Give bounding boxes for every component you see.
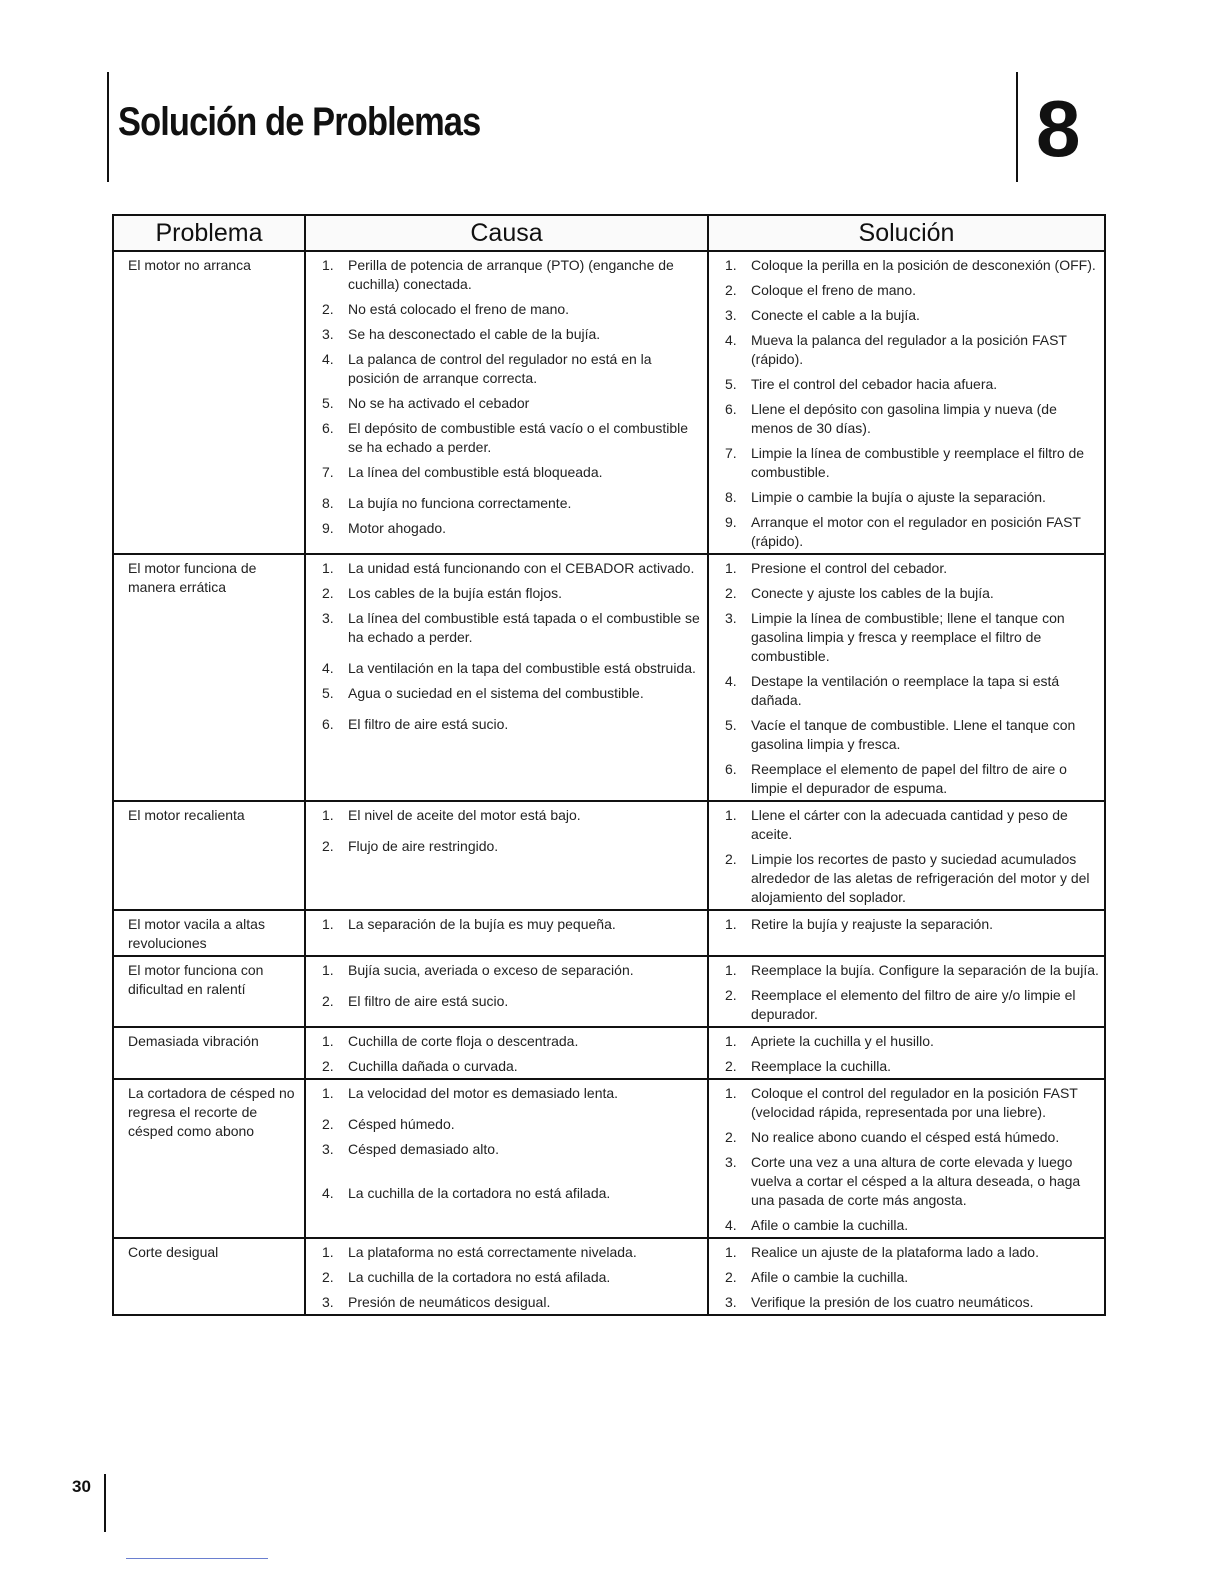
item-text: Reemplace la bujía. Configure la separación de la bujía. (751, 962, 1099, 978)
item-number: 2. (322, 585, 334, 601)
item-text: Presión de neumáticos desigual. (348, 1294, 551, 1310)
item-number: 4. (322, 351, 334, 367)
cause-item (322, 915, 701, 934)
item-text: El filtro de aire está sucio. (348, 716, 509, 732)
item-text: Verifique la presión de los cuatro neumáticos. (751, 1294, 1034, 1310)
cause-cell (305, 251, 708, 554)
chapter-number: 8 (1036, 84, 1081, 173)
item-text: Arranque el motor con el regulador en posición FAST (rápido). (751, 514, 1081, 549)
cause-item (322, 519, 701, 538)
item-number: 4. (322, 1185, 334, 1201)
item-text: Vacíe el tanque de combustible. Llene el tanque con gasolina limpia y fresca. (751, 717, 1076, 752)
item-number: 2. (322, 301, 334, 317)
solution-item (725, 850, 1100, 907)
item-number: 2. (322, 1058, 334, 1074)
item-number: 2. (322, 1269, 334, 1285)
solution-item (725, 672, 1100, 710)
cause-list (322, 1032, 701, 1076)
item-text: Se ha desconectado el cable de la bujía. (348, 326, 601, 342)
item-number: 1. (725, 560, 737, 576)
cause-list (322, 1243, 701, 1312)
cause-item (322, 394, 701, 413)
cause-item (322, 806, 701, 825)
solution-item (725, 559, 1100, 578)
item-text: Realice un ajuste de la plataforma lado a lado. (751, 1244, 1039, 1260)
item-number: 1. (322, 962, 334, 978)
item-text: Llene el depósito con gasolina limpia y nueva (de menos de 30 días). (751, 401, 1057, 436)
cause-item (322, 463, 701, 482)
solution-item (725, 400, 1100, 438)
item-text: Cuchilla de corte floja o descentrada. (348, 1033, 579, 1049)
solution-item (725, 1243, 1100, 1262)
solution-cell (708, 1027, 1105, 1079)
item-number: 2. (725, 987, 737, 1003)
solution-cell (708, 910, 1105, 956)
solution-item (725, 1268, 1100, 1287)
header-cause: Causa (305, 215, 708, 251)
cause-cell (305, 801, 708, 910)
item-text: Perilla de potencia de arranque (PTO) (enganche de cuchilla) conectada. (348, 257, 674, 292)
table-row (113, 1079, 1105, 1238)
solution-item (725, 1084, 1100, 1122)
header-problem: Problema (113, 215, 305, 251)
item-text: Corte una vez a una altura de corte elevada y luego vuelva a cortar el césped a la altura deseada, o haga una pasada de corte más angosta. (751, 1154, 1081, 1208)
solution-cell (708, 554, 1105, 801)
item-text: Presione el control del cebador. (751, 560, 948, 576)
item-number: 9. (725, 514, 737, 530)
solution-list (725, 1243, 1100, 1312)
problem-cell: Demasiada vibración (113, 1027, 305, 1079)
solution-list (725, 915, 1100, 934)
item-text: La cuchilla de la cortadora no está afilada. (348, 1185, 611, 1201)
item-number: 8. (725, 489, 737, 505)
item-text: Césped húmedo. (348, 1116, 455, 1132)
item-text: Limpie la línea de combustible y reemplace el filtro de combustible. (751, 445, 1085, 480)
table-row (113, 956, 1105, 1027)
solution-item (725, 1293, 1100, 1312)
cause-item (322, 609, 701, 647)
table-row (113, 251, 1105, 554)
solution-item (725, 444, 1100, 482)
solution-item (725, 1032, 1100, 1051)
table-row (113, 801, 1105, 910)
item-text: Coloque la perilla en la posición de desconexión (OFF). (751, 257, 1096, 273)
cause-item (322, 961, 701, 980)
item-text: Tire el control del cebador hacia afuera. (751, 376, 998, 392)
item-text: Césped demasiado alto. (348, 1141, 499, 1157)
item-number: 3. (725, 307, 737, 323)
page-number-rule (104, 1474, 106, 1532)
item-text: Coloque el control del regulador en la posición FAST (velocidad rápida, representada por una liebre). (751, 1085, 1078, 1120)
troubleshooting-table (112, 214, 1106, 1316)
item-number: 4. (322, 660, 334, 676)
item-text: Flujo de aire restringido. (348, 838, 499, 854)
item-text: La ventilación en la tapa del combustible está obstruida. (348, 660, 696, 676)
item-number: 1. (725, 807, 737, 823)
cause-list (322, 559, 701, 734)
cause-list (322, 915, 701, 934)
item-number: 5. (725, 376, 737, 392)
cause-item (322, 1140, 701, 1159)
solution-item (725, 331, 1100, 369)
cause-item (322, 325, 701, 344)
problem-cell: El motor funciona con dificultad en ralentí (113, 956, 305, 1027)
cause-cell (305, 554, 708, 801)
problem-cell: El motor no arranca (113, 251, 305, 554)
item-text: El filtro de aire está sucio. (348, 993, 509, 1009)
item-number: 7. (725, 445, 737, 461)
cause-item (322, 684, 701, 703)
item-text: Afile o cambie la cuchilla. (751, 1217, 909, 1233)
item-number: 2. (322, 1116, 334, 1132)
cause-item (322, 1184, 701, 1203)
item-text: Afile o cambie la cuchilla. (751, 1269, 909, 1285)
table-row (113, 554, 1105, 801)
problem-cell: El motor recalienta (113, 801, 305, 910)
cause-item (322, 559, 701, 578)
item-number: 8. (322, 495, 334, 511)
item-text: Cuchilla dañada o curvada. (348, 1058, 518, 1074)
item-number: 1. (725, 1244, 737, 1260)
problem-cell: Corte desigual (113, 1238, 305, 1315)
cause-item (322, 300, 701, 319)
item-text: No se ha activado el cebador (348, 395, 530, 411)
cause-item (322, 659, 701, 678)
solution-list (725, 1032, 1100, 1076)
item-text: Retire la bujía y reajuste la separación. (751, 916, 994, 932)
solution-cell (708, 801, 1105, 910)
cause-list (322, 806, 701, 856)
item-number: 3. (322, 326, 334, 342)
solution-item (725, 584, 1100, 603)
table-row (113, 1238, 1105, 1315)
solution-item (725, 1057, 1100, 1076)
solution-cell (708, 1079, 1105, 1238)
cause-item (322, 1084, 701, 1103)
item-text: Destape la ventilación o reemplace la tapa si está dañada. (751, 673, 1060, 708)
item-number: 2. (725, 1129, 737, 1145)
item-number: 1. (322, 560, 334, 576)
item-number: 1. (725, 257, 737, 273)
cause-item (322, 1293, 701, 1312)
item-number: 3. (322, 1294, 334, 1310)
table-row (113, 1027, 1105, 1079)
item-text: Limpie o cambie la bujía o ajuste la separación. (751, 489, 1046, 505)
cause-item (322, 584, 701, 603)
item-text: Apriete la cuchilla y el husillo. (751, 1033, 934, 1049)
item-number: 7. (322, 464, 334, 480)
solution-item (725, 915, 1100, 934)
item-number: 1. (322, 1244, 334, 1260)
table-header-row (113, 215, 1105, 251)
item-text: Limpie los recortes de pasto y suciedad acumulados alrededor de las aletas de refrigeración del motor y del alojamiento del soplador. (751, 851, 1090, 905)
item-number: 4. (725, 1217, 737, 1233)
item-number: 1. (322, 1085, 334, 1101)
solution-item (725, 961, 1100, 980)
item-number: 5. (725, 717, 737, 733)
item-number: 2. (725, 1058, 737, 1074)
item-number: 4. (725, 332, 737, 348)
cause-item (322, 1115, 701, 1134)
item-number: 1. (725, 962, 737, 978)
item-text: Bujía sucia, averiada o exceso de separación. (348, 962, 634, 978)
problem-cell: El motor funciona de manera errática (113, 554, 305, 801)
item-number: 1. (725, 916, 737, 932)
item-text: Conecte y ajuste los cables de la bujía. (751, 585, 994, 601)
item-number: 5. (322, 395, 334, 411)
item-text: La línea del combustible está tapada o el combustible se ha echado a perder. (348, 610, 700, 645)
problem-cell: El motor vacila a altas revoluciones (113, 910, 305, 956)
title-left-rule (107, 72, 109, 182)
cause-item (322, 1243, 701, 1262)
item-text: No realice abono cuando el césped está húmedo. (751, 1129, 1060, 1145)
item-text: Agua o suciedad en el sistema del combustible. (348, 685, 644, 701)
solution-cell (708, 251, 1105, 554)
item-number: 9. (322, 520, 334, 536)
item-text: Conecte el cable a la bujía. (751, 307, 920, 323)
item-number: 6. (322, 420, 334, 436)
page-number: 30 (72, 1477, 91, 1496)
cause-item (322, 350, 701, 388)
item-number: 1. (322, 257, 334, 273)
chapter-divider-rule (1016, 72, 1018, 182)
item-text: La bujía no funciona correctamente. (348, 495, 572, 511)
cause-item (322, 1057, 701, 1076)
cause-item (322, 1032, 701, 1051)
solution-item (725, 513, 1100, 551)
cause-cell (305, 1079, 708, 1238)
item-text: La línea del combustible está bloqueada. (348, 464, 603, 480)
item-number: 3. (725, 1154, 737, 1170)
solution-list (725, 961, 1100, 1024)
item-number: 2. (322, 993, 334, 1009)
cause-list (322, 961, 701, 1011)
solution-item (725, 609, 1100, 666)
item-number: 2. (725, 585, 737, 601)
item-number: 1. (725, 1033, 737, 1049)
item-number: 3. (322, 1141, 334, 1157)
item-text: No está colocado el freno de mano. (348, 301, 570, 317)
item-text: La separación de la bujía es muy pequeña. (348, 916, 616, 932)
item-text: Reemplace la cuchilla. (751, 1058, 892, 1074)
item-number: 3. (725, 610, 737, 626)
solution-item (725, 716, 1100, 754)
solution-item (725, 760, 1100, 798)
item-number: 3. (322, 610, 334, 626)
cause-item (322, 419, 701, 457)
item-text: Mueva la palanca del regulador a la posición FAST (rápido). (751, 332, 1067, 367)
cause-item (322, 494, 701, 513)
solution-item (725, 1216, 1100, 1235)
table-row (113, 910, 1105, 956)
item-text: Llene el cárter con la adecuada cantidad y peso de aceite. (751, 807, 1068, 842)
solution-item (725, 488, 1100, 507)
solution-item (725, 306, 1100, 325)
bottom-rule (126, 1558, 268, 1559)
cause-cell (305, 910, 708, 956)
solution-item (725, 1153, 1100, 1210)
solution-list (725, 256, 1100, 551)
item-number: 1. (322, 916, 334, 932)
header-solution: Solución (708, 215, 1105, 251)
item-number: 4. (725, 673, 737, 689)
cause-item (322, 256, 701, 294)
cause-item (322, 1268, 701, 1287)
item-number: 3. (725, 1294, 737, 1310)
item-text: La plataforma no está correctamente nivelada. (348, 1244, 637, 1260)
item-number: 6. (725, 401, 737, 417)
solution-list (725, 559, 1100, 798)
solution-cell (708, 1238, 1105, 1315)
item-text: Reemplace el elemento de papel del filtro de aire o limpie el depurador de espuma. (751, 761, 1067, 796)
item-text: La palanca de control del regulador no está en la posición de arranque correcta. (348, 351, 652, 386)
solution-list (725, 806, 1100, 907)
item-number: 6. (725, 761, 737, 777)
item-text: Limpie la línea de combustible; llene el tanque con gasolina limpia y fresca y reemplace el filtro de combustible. (751, 610, 1065, 664)
cause-list (322, 1084, 701, 1203)
cause-cell (305, 1027, 708, 1079)
item-number: 1. (322, 807, 334, 823)
cause-item (322, 992, 701, 1011)
item-number: 2. (725, 282, 737, 298)
cause-item (322, 837, 701, 856)
table-body (113, 251, 1105, 1315)
item-number: 2. (725, 851, 737, 867)
cause-cell (305, 1238, 708, 1315)
solution-item (725, 1128, 1100, 1147)
solution-cell (708, 956, 1105, 1027)
cause-list (322, 256, 701, 538)
item-text: Reemplace el elemento del filtro de aire y/o limpie el depurador. (751, 987, 1076, 1022)
item-text: Los cables de la bujía están flojos. (348, 585, 563, 601)
solution-item (725, 281, 1100, 300)
item-number: 2. (725, 1269, 737, 1285)
solution-item (725, 806, 1100, 844)
item-text: Coloque el freno de mano. (751, 282, 916, 298)
item-number: 2. (322, 838, 334, 854)
item-number: 1. (725, 1085, 737, 1101)
cause-cell (305, 956, 708, 1027)
item-text: El nivel de aceite del motor está bajo. (348, 807, 581, 823)
cause-item (322, 715, 701, 734)
item-number: 1. (322, 1033, 334, 1049)
solution-list (725, 1084, 1100, 1235)
item-number: 5. (322, 685, 334, 701)
solution-item (725, 375, 1100, 394)
item-text: La unidad está funcionando con el CEBADOR activado. (348, 560, 695, 576)
item-text: El depósito de combustible está vacío o el combustible se ha echado a perder. (348, 420, 689, 455)
item-number: 6. (322, 716, 334, 732)
item-text: La cuchilla de la cortadora no está afilada. (348, 1269, 611, 1285)
solution-item (725, 256, 1100, 275)
item-text: Motor ahogado. (348, 520, 447, 536)
solution-item (725, 986, 1100, 1024)
page-title: Solución de Problemas (118, 100, 481, 144)
problem-cell: La cortadora de césped no regresa el recorte de césped como abono (113, 1079, 305, 1238)
item-text: La velocidad del motor es demasiado lenta. (348, 1085, 619, 1101)
